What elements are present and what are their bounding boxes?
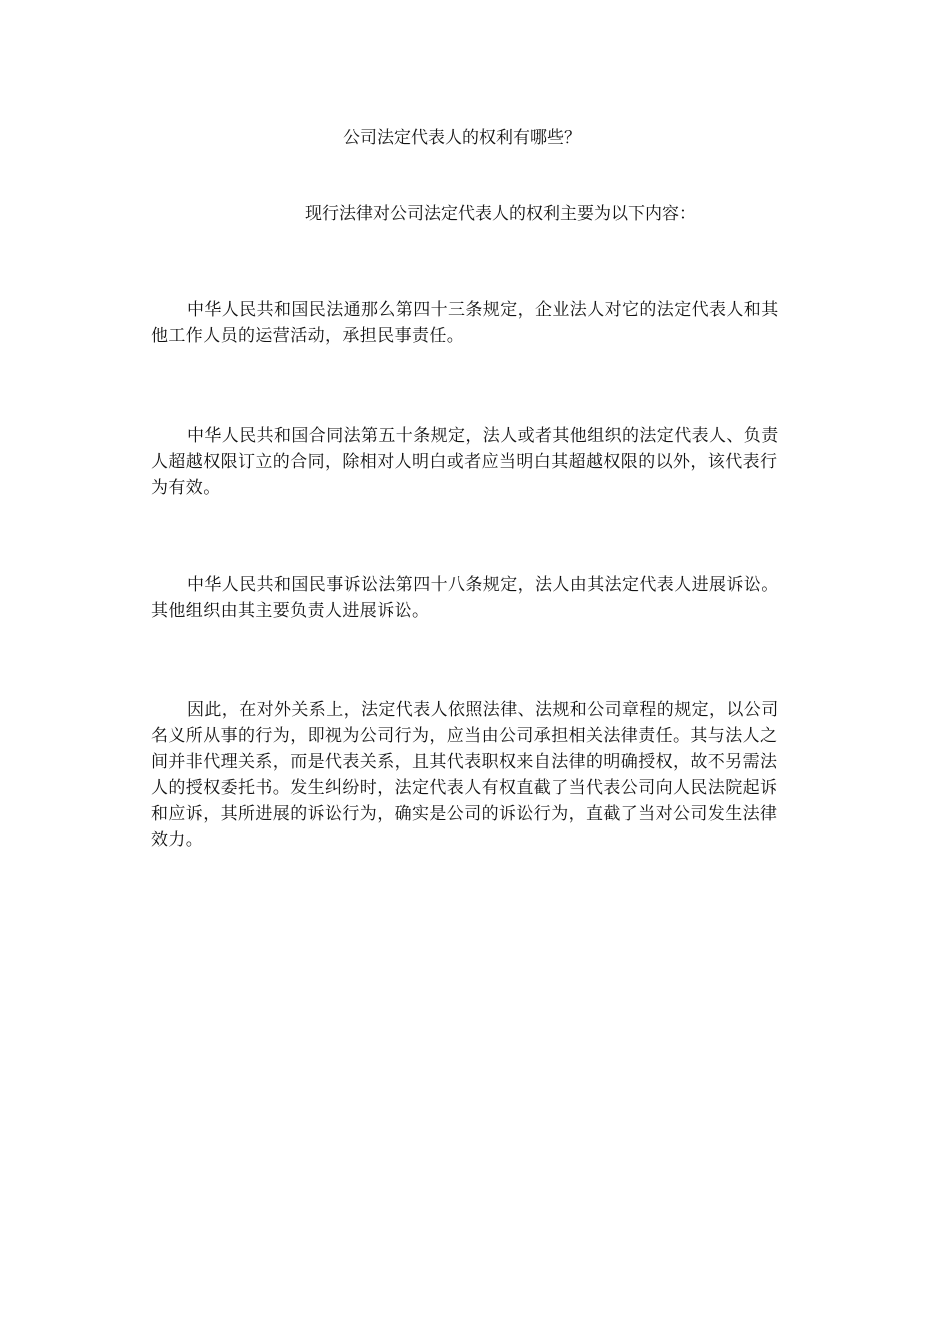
intro-text: 现行法律对公司法定代表人的权利主要为以下内容： xyxy=(305,204,696,224)
paragraph-civil-procedure-law: 中华人民共和国民事诉讼法第四十八条规定，法人由其法定代表人进展诉讼。其他组织由其主要负责人进展诉讼。 xyxy=(151,575,779,621)
paragraph-contract-law: 中华人民共和国合同法第五十条规定，法人或者其他组织的法定代表人、负责人超越权限订立的合同，除相对人明白或者应当明白其超越权限的以外，该代表行为有效。 xyxy=(151,426,779,498)
paragraph-civil-law: 中华人民共和国民法通那么第四十三条规定，企业法人对它的法定代表人和其他工作人员的运营活动，承担民事责任。 xyxy=(151,300,779,346)
paragraph-conclusion: 因此，在对外关系上，法定代表人依照法律、法规和公司章程的规定，以公司名义所从事的行为，即视为公司行为，应当由公司承担相关法律责任。其与法人之间并非代理关系，而是代表关系，且其代表职权来自法律的明确授权，故不另需法人的授权委托书。发生纠纷时，法定代表人有权直截了当代表公司向人民法院起诉和应诉，其所进展的诉讼行为，确实是公司的诉讼行为，直截了当对公司发生法律效力。 xyxy=(151,700,779,850)
document-title: 公司法定代表人的权利有哪些？ xyxy=(343,128,581,148)
